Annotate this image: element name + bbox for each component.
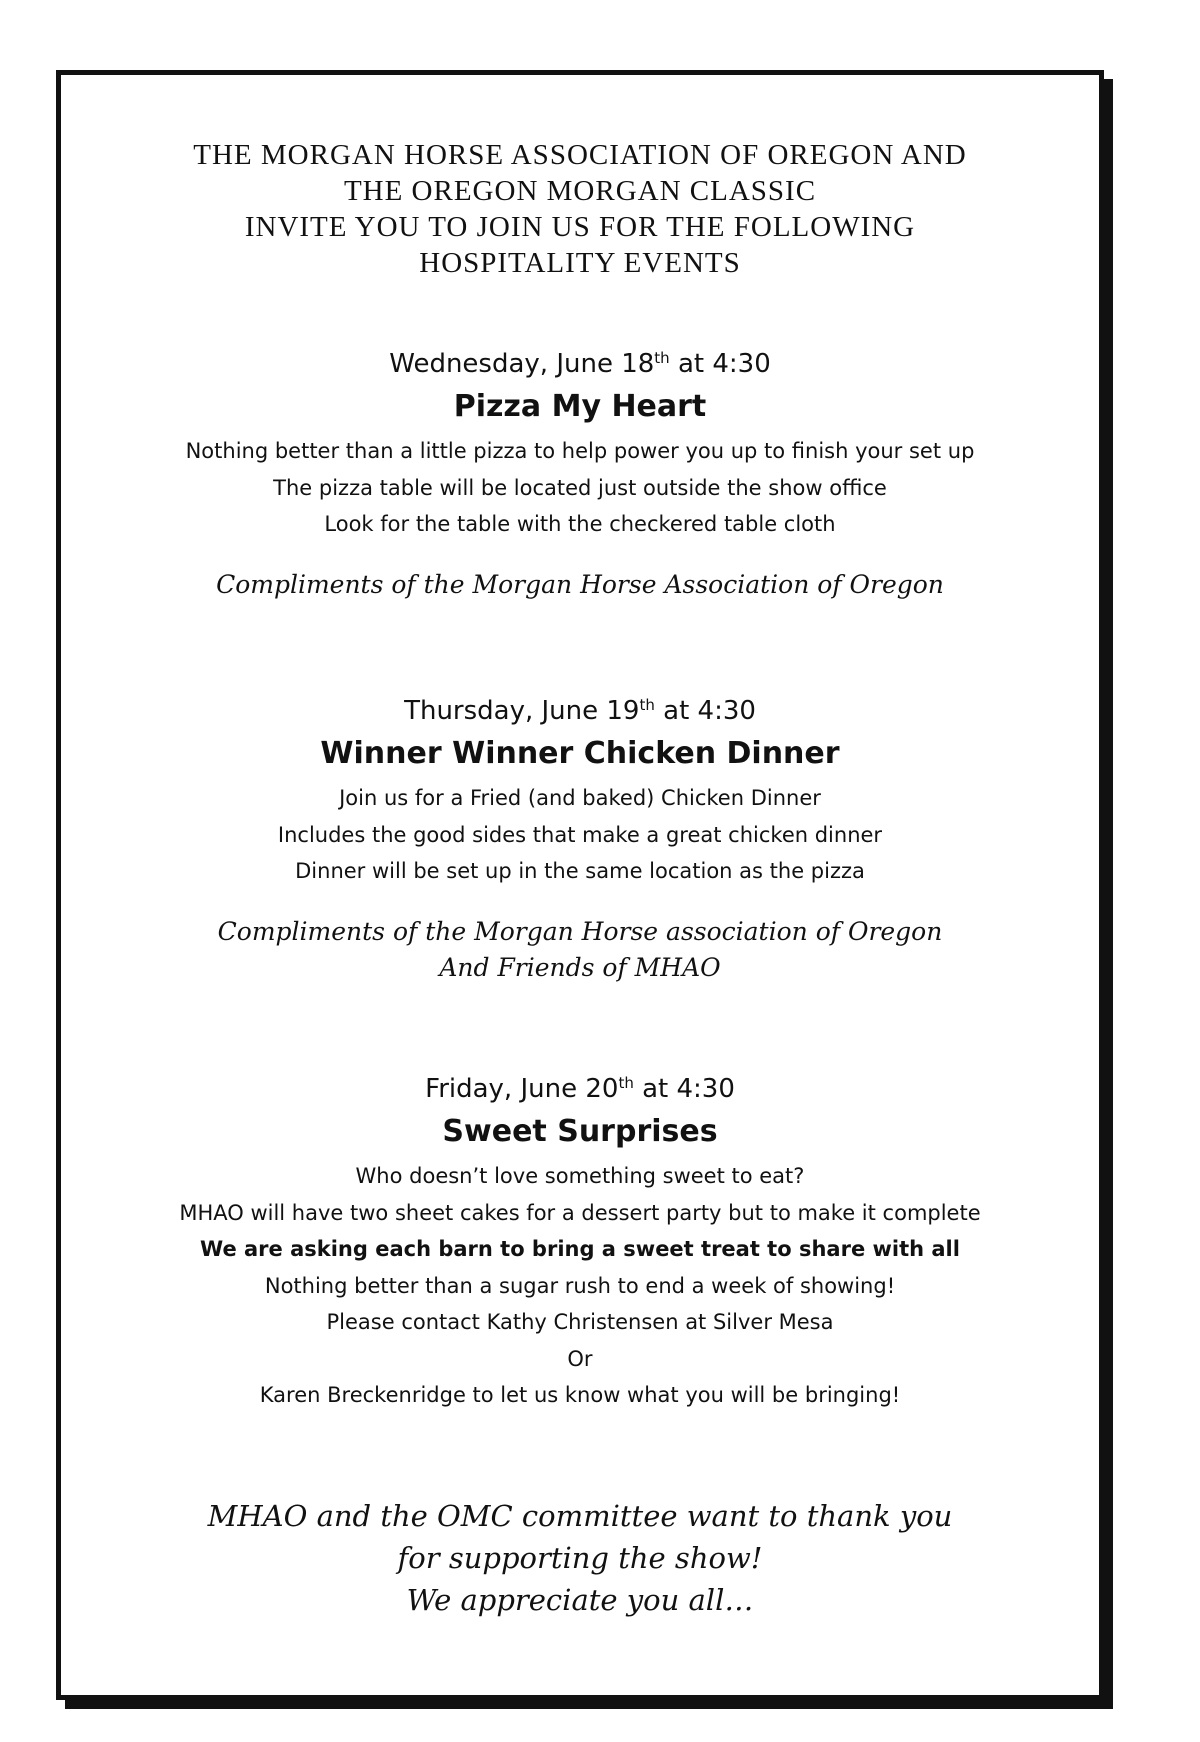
heading-line: HOSPITALITY EVENTS	[419, 247, 741, 279]
closing-line: MHAO and the OMC committee want to thank you	[207, 1499, 953, 1533]
event-friday	[61, 1072, 1099, 1414]
event-description	[61, 1158, 1099, 1414]
credit-line: Compliments of the Morgan Horse association of Oregon	[217, 916, 943, 946]
description-line: Nothing better than a sugar rush to end a week of showing!	[264, 1273, 896, 1298]
event-date: Wednesday, June 18th at 4:30	[389, 349, 771, 379]
description-line: Look for the table with the checkered table cloth	[324, 512, 836, 536]
description-line: Dinner will be set up in the same location as the pizza	[295, 859, 865, 883]
description-line: Please contact Kathy Christensen at Silver Mesa	[326, 1310, 834, 1334]
event-description	[61, 433, 1099, 543]
heading-line: THE MORGAN HORSE ASSOCIATION OF OREGON AND	[193, 139, 967, 171]
closing-line: We appreciate you all…	[406, 1583, 754, 1617]
event-credit	[61, 914, 1099, 986]
event-date: Thursday, June 19th at 4:30	[404, 696, 756, 726]
description-line: The pizza table will be located just outside the show office	[273, 475, 887, 500]
event-title: Sweet Surprises	[442, 1114, 718, 1149]
description-line: Includes the good sides that make a great chicken dinner	[277, 822, 883, 847]
event-title: Winner Winner Chicken Dinner	[320, 736, 840, 771]
description-line-emphasis: We are asking each barn to bring a sweet treat to share with all	[200, 1237, 960, 1261]
description-line: Nothing better than a little pizza to help power you up to finish your set up	[185, 439, 975, 463]
event-title: Pizza My Heart	[453, 389, 707, 424]
invitation-frame	[56, 70, 1104, 1700]
credit-line: And Friends of MHAO	[439, 952, 721, 982]
credit-line: Compliments of the Morgan Horse Association of Oregon	[216, 569, 944, 599]
description-line: Or	[567, 1346, 593, 1371]
description-line: Who doesn’t love something sweet to eat?	[355, 1164, 805, 1188]
description-line: MHAO will have two sheet cakes for a dessert party but to make it complete	[179, 1200, 981, 1225]
description-line: Join us for a Fried (and baked) Chicken Dinner	[339, 786, 821, 810]
closing-message	[61, 1495, 1099, 1621]
invitation-heading	[61, 137, 1099, 281]
event-date: Friday, June 20th at 4:30	[425, 1074, 735, 1104]
heading-line: INVITE YOU TO JOIN US FOR THE FOLLOWING	[244, 211, 916, 243]
closing-line: for supporting the show!	[397, 1541, 763, 1575]
event-thursday	[61, 694, 1099, 986]
event-credit	[61, 567, 1099, 603]
event-description	[61, 780, 1099, 890]
heading-line: THE OREGON MORGAN CLASSIC	[343, 175, 817, 207]
event-wednesday	[61, 347, 1099, 603]
description-line: Karen Breckenridge to let us know what you will be bringing!	[259, 1383, 901, 1407]
